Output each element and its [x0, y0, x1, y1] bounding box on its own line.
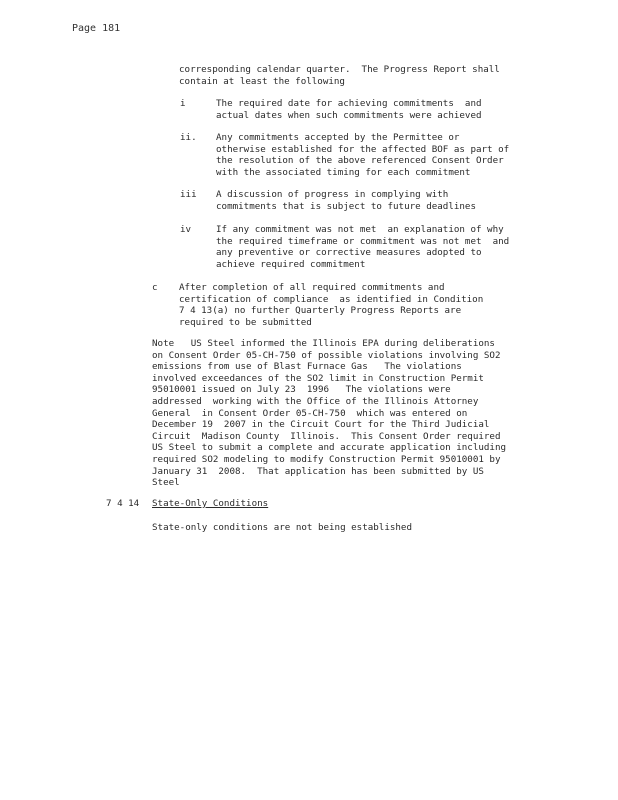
sub-item-line: otherwise established for the affected BOF as part of [216, 143, 510, 155]
note-line: December 19 2007 in the Circuit Court for the Third Judicial [152, 419, 490, 431]
intro-line: corresponding calendar quarter. The Progress Report shall [179, 64, 500, 75]
note-line: 95010001 issued on July 23 1996 The violations were [152, 384, 451, 396]
sub-item-marker: iv [180, 224, 192, 235]
sub-item-line: If any commitment was not met an explanation of why [216, 224, 504, 235]
sub-item-line: A discussion of progress in complying with [216, 189, 449, 200]
note-line: Circuit Madison County Illinois. This Consent Order required [152, 430, 501, 442]
sub-item-line: the resolution of the above referenced Consent Order [216, 155, 504, 167]
sub-item-line: Any commitments accepted by the Permittee or [216, 132, 460, 143]
page-number: Page 181 [72, 23, 121, 34]
note-line: involved exceedances of the SO2 limit in Construction Permit [152, 372, 484, 384]
note-line: addressed working with the Office of the Illinois Attorney [152, 396, 479, 407]
sub-item-line: commitments that is subject to future deadlines [216, 200, 476, 212]
sub-item-marker: i [180, 98, 186, 109]
note-line: January 31 2008. That application has been submitted by US [152, 465, 484, 477]
sub-item-line: with the associated timing for each commitment [216, 166, 471, 178]
sub-item-line: actual dates when such commitments were achieved [216, 109, 482, 121]
section-body: State-only conditions are not being established [152, 522, 412, 533]
sub-item-line: achieve required commitment [216, 258, 366, 270]
sub-item-line: any preventive or corrective measures adopted to [216, 247, 482, 259]
item-c-marker: c [152, 282, 158, 293]
sub-item-marker: ii. [180, 132, 197, 143]
section-number: 7 4 14 [106, 498, 140, 509]
section-title: State-Only Conditions [152, 498, 269, 509]
note-line: required SO2 modeling to modify Construction Permit 95010001 by [152, 454, 501, 465]
note-line: on Consent Order 05-CH-750 of possible violations involving SO2 [152, 349, 501, 361]
intro-line: contain at least the following [179, 75, 345, 87]
note-line: Steel [152, 477, 180, 489]
note-line: Note US Steel informed the Illinois EPA during deliberations [152, 338, 495, 349]
note-line: emissions from use of Blast Furnace Gas The violations [152, 361, 462, 373]
note-line: US Steel to submit a complete and accurate application including [152, 442, 507, 454]
note-line: General in Consent Order 05-CH-750 which was entered on [152, 407, 468, 419]
item-c-line: After completion of all required commitments and [179, 282, 445, 293]
item-c-line: certification of compliance as identified in Condition [179, 293, 484, 305]
sub-item-line: the required timeframe or commitment was not met and [216, 235, 510, 247]
sub-item-marker: iii [180, 189, 197, 200]
item-c-line: required to be submitted [179, 316, 312, 328]
sub-item-line: The required date for achieving commitments and [216, 98, 482, 109]
item-c-line: 7 4 13(a) no further Quarterly Progress Reports are [179, 305, 462, 317]
